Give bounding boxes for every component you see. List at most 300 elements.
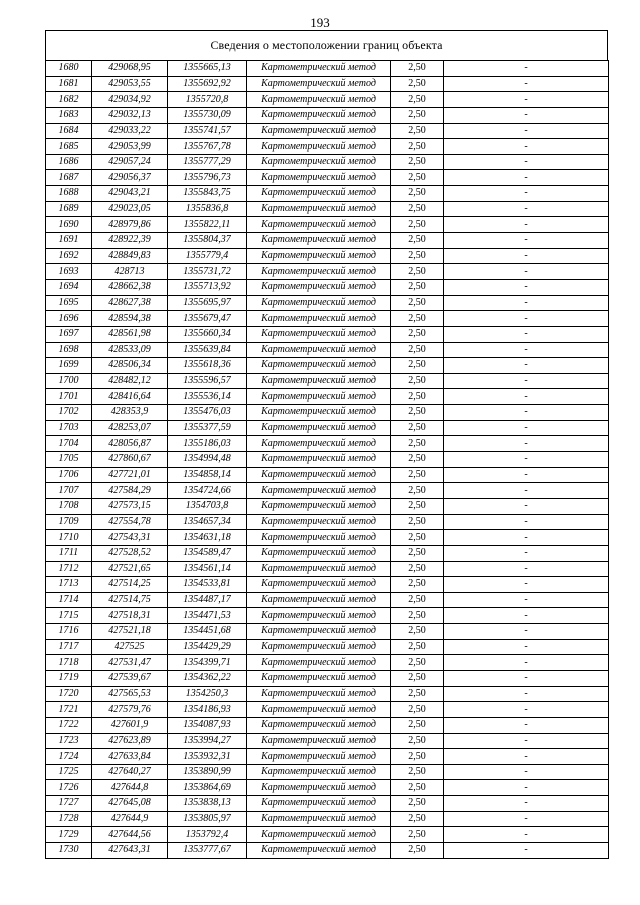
accuracy-cell: 2,50 (391, 514, 444, 530)
description-cell: - (444, 217, 609, 233)
x-coordinate-cell: 427644,8 (92, 780, 168, 796)
x-coordinate-cell: 427543,31 (92, 530, 168, 546)
accuracy-cell: 2,50 (391, 248, 444, 264)
y-coordinate-cell: 1355836,8 (168, 201, 247, 217)
x-coordinate-cell: 428253,07 (92, 420, 168, 436)
y-coordinate-cell: 1355730,09 (168, 107, 247, 123)
y-coordinate-cell: 1355665,13 (168, 61, 247, 77)
x-coordinate-cell: 427514,25 (92, 577, 168, 593)
x-coordinate-cell: 427521,65 (92, 561, 168, 577)
accuracy-cell: 2,50 (391, 811, 444, 827)
x-coordinate-cell: 427528,52 (92, 545, 168, 561)
description-cell: - (444, 373, 609, 389)
table-row (46, 749, 609, 765)
point-number-cell: 1724 (46, 749, 92, 765)
point-number-cell: 1725 (46, 764, 92, 780)
point-number-cell: 1710 (46, 530, 92, 546)
description-cell: - (444, 61, 609, 77)
y-coordinate-cell: 1353994,27 (168, 733, 247, 749)
accuracy-cell: 2,50 (391, 389, 444, 405)
method-cell: Картометрический метод (247, 217, 391, 233)
method-cell: Картометрический метод (247, 639, 391, 655)
accuracy-cell: 2,50 (391, 233, 444, 249)
accuracy-cell: 2,50 (391, 436, 444, 452)
y-coordinate-cell: 1355596,57 (168, 373, 247, 389)
y-coordinate-cell: 1354399,71 (168, 655, 247, 671)
point-number-cell: 1703 (46, 420, 92, 436)
accuracy-cell: 2,50 (391, 201, 444, 217)
accuracy-cell: 2,50 (391, 420, 444, 436)
table-row (46, 264, 609, 280)
table-row (46, 420, 609, 436)
method-cell: Картометрический метод (247, 749, 391, 765)
description-cell: - (444, 561, 609, 577)
method-cell: Картометрический метод (247, 545, 391, 561)
accuracy-cell: 2,50 (391, 123, 444, 139)
x-coordinate-cell: 427525 (92, 639, 168, 655)
point-number-cell: 1717 (46, 639, 92, 655)
table-row (46, 467, 609, 483)
description-cell: - (444, 170, 609, 186)
method-cell: Картометрический метод (247, 514, 391, 530)
y-coordinate-cell: 1354703,8 (168, 498, 247, 514)
description-cell: - (444, 780, 609, 796)
table-row (46, 561, 609, 577)
x-coordinate-cell: 427539,67 (92, 670, 168, 686)
point-number-cell: 1723 (46, 733, 92, 749)
y-coordinate-cell: 1354657,34 (168, 514, 247, 530)
x-coordinate-cell: 427531,47 (92, 655, 168, 671)
accuracy-cell: 2,50 (391, 498, 444, 514)
point-number-cell: 1719 (46, 670, 92, 686)
description-cell: - (444, 577, 609, 593)
accuracy-cell: 2,50 (391, 702, 444, 718)
y-coordinate-cell: 1354858,14 (168, 467, 247, 483)
point-number-cell: 1718 (46, 655, 92, 671)
accuracy-cell: 2,50 (391, 624, 444, 640)
point-number-cell: 1713 (46, 577, 92, 593)
description-cell: - (444, 436, 609, 452)
point-number-cell: 1689 (46, 201, 92, 217)
table-row (46, 530, 609, 546)
page-number: 193 (310, 15, 330, 30)
accuracy-cell: 2,50 (391, 827, 444, 843)
point-number-cell: 1687 (46, 170, 92, 186)
table-row (46, 608, 609, 624)
x-coordinate-cell: 427643,31 (92, 843, 168, 859)
y-coordinate-cell: 1353864,69 (168, 780, 247, 796)
point-number-cell: 1721 (46, 702, 92, 718)
x-coordinate-cell: 428353,9 (92, 405, 168, 421)
x-coordinate-cell: 429043,21 (92, 186, 168, 202)
description-cell: - (444, 420, 609, 436)
accuracy-cell: 2,50 (391, 670, 444, 686)
method-cell: Картометрический метод (247, 92, 391, 108)
accuracy-cell: 2,50 (391, 655, 444, 671)
y-coordinate-cell: 1354533,81 (168, 577, 247, 593)
table-row (46, 405, 609, 421)
y-coordinate-cell: 1354561,14 (168, 561, 247, 577)
method-cell: Картометрический метод (247, 811, 391, 827)
method-cell: Картометрический метод (247, 655, 391, 671)
description-cell: - (444, 201, 609, 217)
table-row (46, 498, 609, 514)
description-cell: - (444, 483, 609, 499)
point-number-cell: 1690 (46, 217, 92, 233)
table-row (46, 373, 609, 389)
accuracy-cell: 2,50 (391, 76, 444, 92)
point-number-cell: 1714 (46, 592, 92, 608)
point-number-cell: 1693 (46, 264, 92, 280)
method-cell: Картометрический метод (247, 295, 391, 311)
x-coordinate-cell: 427554,78 (92, 514, 168, 530)
description-cell: - (444, 530, 609, 546)
description-cell: - (444, 279, 609, 295)
method-cell: Картометрический метод (247, 405, 391, 421)
method-cell: Картометрический метод (247, 796, 391, 812)
accuracy-cell: 2,50 (391, 186, 444, 202)
y-coordinate-cell: 1354451,68 (168, 624, 247, 640)
y-coordinate-cell: 1355713,92 (168, 279, 247, 295)
method-cell: Картометрический метод (247, 264, 391, 280)
point-number-cell: 1708 (46, 498, 92, 514)
accuracy-cell: 2,50 (391, 92, 444, 108)
y-coordinate-cell: 1355741,57 (168, 123, 247, 139)
table-row (46, 358, 609, 374)
description-cell: - (444, 186, 609, 202)
point-number-cell: 1692 (46, 248, 92, 264)
y-coordinate-cell: 1355679,47 (168, 311, 247, 327)
description-cell: - (444, 405, 609, 421)
table-row (46, 279, 609, 295)
point-number-cell: 1694 (46, 279, 92, 295)
description-cell: - (444, 796, 609, 812)
x-coordinate-cell: 427584,29 (92, 483, 168, 499)
description-cell: - (444, 107, 609, 123)
description-cell: - (444, 498, 609, 514)
y-coordinate-cell: 1355377,59 (168, 420, 247, 436)
table-row (46, 733, 609, 749)
table-row (46, 154, 609, 170)
point-number-cell: 1696 (46, 311, 92, 327)
x-coordinate-cell: 428561,98 (92, 326, 168, 342)
x-coordinate-cell: 427640,27 (92, 764, 168, 780)
point-number-cell: 1720 (46, 686, 92, 702)
table-row (46, 702, 609, 718)
point-number-cell: 1712 (46, 561, 92, 577)
x-coordinate-cell: 427573,15 (92, 498, 168, 514)
accuracy-cell: 2,50 (391, 295, 444, 311)
method-cell: Картометрический метод (247, 326, 391, 342)
description-cell: - (444, 670, 609, 686)
description-cell: - (444, 514, 609, 530)
table-row (46, 843, 609, 859)
x-coordinate-cell: 429056,37 (92, 170, 168, 186)
table-row (46, 186, 609, 202)
method-cell: Картометрический метод (247, 624, 391, 640)
description-cell: - (444, 326, 609, 342)
table-row (46, 764, 609, 780)
accuracy-cell: 2,50 (391, 154, 444, 170)
x-coordinate-cell: 428849,83 (92, 248, 168, 264)
y-coordinate-cell: 1355639,84 (168, 342, 247, 358)
description-cell: - (444, 749, 609, 765)
method-cell: Картометрический метод (247, 843, 391, 859)
x-coordinate-cell: 429057,24 (92, 154, 168, 170)
description-cell: - (444, 452, 609, 468)
table-row (46, 811, 609, 827)
accuracy-cell: 2,50 (391, 686, 444, 702)
accuracy-cell: 2,50 (391, 717, 444, 733)
table-row (46, 248, 609, 264)
table-row (46, 311, 609, 327)
y-coordinate-cell: 1353805,97 (168, 811, 247, 827)
x-coordinate-cell: 428482,12 (92, 373, 168, 389)
description-cell: - (444, 639, 609, 655)
table-row (46, 577, 609, 593)
y-coordinate-cell: 1355804,37 (168, 233, 247, 249)
x-coordinate-cell: 428416,64 (92, 389, 168, 405)
x-coordinate-cell: 427721,01 (92, 467, 168, 483)
point-number-cell: 1681 (46, 76, 92, 92)
method-cell: Картометрический метод (247, 139, 391, 155)
y-coordinate-cell: 1353932,31 (168, 749, 247, 765)
description-cell: - (444, 764, 609, 780)
y-coordinate-cell: 1355186,03 (168, 436, 247, 452)
y-coordinate-cell: 1354471,53 (168, 608, 247, 624)
y-coordinate-cell: 1355777,29 (168, 154, 247, 170)
point-number-cell: 1722 (46, 717, 92, 733)
table-row (46, 76, 609, 92)
y-coordinate-cell: 1354724,66 (168, 483, 247, 499)
method-cell: Картометрический метод (247, 107, 391, 123)
x-coordinate-cell: 428506,34 (92, 358, 168, 374)
description-cell: - (444, 717, 609, 733)
method-cell: Картометрический метод (247, 498, 391, 514)
table-row (46, 655, 609, 671)
table-row (46, 780, 609, 796)
y-coordinate-cell: 1353838,13 (168, 796, 247, 812)
accuracy-cell: 2,50 (391, 608, 444, 624)
method-cell: Картометрический метод (247, 358, 391, 374)
description-cell: - (444, 139, 609, 155)
point-number-cell: 1685 (46, 139, 92, 155)
x-coordinate-cell: 427860,67 (92, 452, 168, 468)
y-coordinate-cell: 1354487,17 (168, 592, 247, 608)
method-cell: Картометрический метод (247, 436, 391, 452)
description-cell: - (444, 702, 609, 718)
y-coordinate-cell: 1354186,93 (168, 702, 247, 718)
description-cell: - (444, 686, 609, 702)
description-cell: - (444, 248, 609, 264)
point-number-cell: 1726 (46, 780, 92, 796)
table-row (46, 342, 609, 358)
description-cell: - (444, 843, 609, 859)
method-cell: Картометрический метод (247, 186, 391, 202)
point-number-cell: 1699 (46, 358, 92, 374)
y-coordinate-cell: 1353777,67 (168, 843, 247, 859)
description-cell: - (444, 545, 609, 561)
y-coordinate-cell: 1354631,18 (168, 530, 247, 546)
method-cell: Картометрический метод (247, 76, 391, 92)
description-cell: - (444, 92, 609, 108)
point-number-cell: 1704 (46, 436, 92, 452)
y-coordinate-cell: 1355720,8 (168, 92, 247, 108)
point-number-cell: 1698 (46, 342, 92, 358)
description-cell: - (444, 624, 609, 640)
method-cell: Картометрический метод (247, 420, 391, 436)
description-cell: - (444, 342, 609, 358)
method-cell: Картометрический метод (247, 452, 391, 468)
table-row (46, 592, 609, 608)
x-coordinate-cell: 428922,39 (92, 233, 168, 249)
accuracy-cell: 2,50 (391, 592, 444, 608)
method-cell: Картометрический метод (247, 170, 391, 186)
accuracy-cell: 2,50 (391, 639, 444, 655)
point-number-cell: 1715 (46, 608, 92, 624)
accuracy-cell: 2,50 (391, 405, 444, 421)
x-coordinate-cell: 427521,18 (92, 624, 168, 640)
table-row (46, 389, 609, 405)
method-cell: Картометрический метод (247, 530, 391, 546)
description-cell: - (444, 295, 609, 311)
x-coordinate-cell: 429053,55 (92, 76, 168, 92)
accuracy-cell: 2,50 (391, 545, 444, 561)
method-cell: Картометрический метод (247, 61, 391, 77)
accuracy-cell: 2,50 (391, 452, 444, 468)
x-coordinate-cell: 428979,86 (92, 217, 168, 233)
description-cell: - (444, 311, 609, 327)
point-number-cell: 1716 (46, 624, 92, 640)
y-coordinate-cell: 1355822,11 (168, 217, 247, 233)
point-number-cell: 1706 (46, 467, 92, 483)
x-coordinate-cell: 427514,75 (92, 592, 168, 608)
description-cell: - (444, 811, 609, 827)
method-cell: Картометрический метод (247, 311, 391, 327)
point-number-cell: 1709 (46, 514, 92, 530)
x-coordinate-cell: 429032,13 (92, 107, 168, 123)
method-cell: Картометрический метод (247, 483, 391, 499)
point-number-cell: 1700 (46, 373, 92, 389)
y-coordinate-cell: 1354362,22 (168, 670, 247, 686)
accuracy-cell: 2,50 (391, 733, 444, 749)
method-cell: Картометрический метод (247, 233, 391, 249)
point-number-cell: 1680 (46, 61, 92, 77)
table-row (46, 123, 609, 139)
accuracy-cell: 2,50 (391, 843, 444, 859)
accuracy-cell: 2,50 (391, 467, 444, 483)
table-row (46, 217, 609, 233)
method-cell: Картометрический метод (247, 577, 391, 593)
accuracy-cell: 2,50 (391, 139, 444, 155)
accuracy-cell: 2,50 (391, 358, 444, 374)
x-coordinate-cell: 429033,22 (92, 123, 168, 139)
point-number-cell: 1701 (46, 389, 92, 405)
description-cell: - (444, 123, 609, 139)
y-coordinate-cell: 1355692,92 (168, 76, 247, 92)
x-coordinate-cell: 428713 (92, 264, 168, 280)
x-coordinate-cell: 427633,84 (92, 749, 168, 765)
y-coordinate-cell: 1353792,4 (168, 827, 247, 843)
accuracy-cell: 2,50 (391, 530, 444, 546)
description-cell: - (444, 389, 609, 405)
method-cell: Картометрический метод (247, 561, 391, 577)
x-coordinate-cell: 427565,53 (92, 686, 168, 702)
method-cell: Картометрический метод (247, 467, 391, 483)
method-cell: Картометрический метод (247, 342, 391, 358)
description-cell: - (444, 733, 609, 749)
x-coordinate-cell: 429068,95 (92, 61, 168, 77)
point-number-cell: 1682 (46, 92, 92, 108)
table-row (46, 436, 609, 452)
method-cell: Картометрический метод (247, 201, 391, 217)
table-row (46, 295, 609, 311)
description-cell: - (444, 76, 609, 92)
accuracy-cell: 2,50 (391, 796, 444, 812)
x-coordinate-cell: 427644,9 (92, 811, 168, 827)
x-coordinate-cell: 427644,56 (92, 827, 168, 843)
table-row (46, 514, 609, 530)
description-cell: - (444, 233, 609, 249)
table-row (46, 139, 609, 155)
point-number-cell: 1697 (46, 326, 92, 342)
description-cell: - (444, 358, 609, 374)
table-title: Сведения о местоположении границ объекта (45, 30, 608, 60)
accuracy-cell: 2,50 (391, 279, 444, 295)
table-row (46, 639, 609, 655)
point-number-cell: 1695 (46, 295, 92, 311)
accuracy-cell: 2,50 (391, 373, 444, 389)
method-cell: Картометрический метод (247, 154, 391, 170)
y-coordinate-cell: 1353890,99 (168, 764, 247, 780)
y-coordinate-cell: 1355796,73 (168, 170, 247, 186)
table-row (46, 61, 609, 77)
accuracy-cell: 2,50 (391, 264, 444, 280)
method-cell: Картометрический метод (247, 389, 391, 405)
y-coordinate-cell: 1355476,03 (168, 405, 247, 421)
table-row (46, 545, 609, 561)
accuracy-cell: 2,50 (391, 326, 444, 342)
y-coordinate-cell: 1355779,4 (168, 248, 247, 264)
x-coordinate-cell: 427579,76 (92, 702, 168, 718)
table-row (46, 107, 609, 123)
table-row (46, 670, 609, 686)
point-number-cell: 1728 (46, 811, 92, 827)
accuracy-cell: 2,50 (391, 311, 444, 327)
description-cell: - (444, 467, 609, 483)
method-cell: Картометрический метод (247, 592, 391, 608)
accuracy-cell: 2,50 (391, 342, 444, 358)
point-number-cell: 1691 (46, 233, 92, 249)
method-cell: Картометрический метод (247, 827, 391, 843)
method-cell: Картометрический метод (247, 733, 391, 749)
method-cell: Картометрический метод (247, 686, 391, 702)
table-row (46, 686, 609, 702)
point-number-cell: 1683 (46, 107, 92, 123)
y-coordinate-cell: 1354589,47 (168, 545, 247, 561)
y-coordinate-cell: 1355660,34 (168, 326, 247, 342)
method-cell: Картометрический метод (247, 670, 391, 686)
accuracy-cell: 2,50 (391, 170, 444, 186)
method-cell: Картометрический метод (247, 702, 391, 718)
table-row (46, 92, 609, 108)
point-number-cell: 1686 (46, 154, 92, 170)
description-cell: - (444, 592, 609, 608)
x-coordinate-cell: 427623,89 (92, 733, 168, 749)
point-number-cell: 1705 (46, 452, 92, 468)
method-cell: Картометрический метод (247, 248, 391, 264)
x-coordinate-cell: 429034,92 (92, 92, 168, 108)
